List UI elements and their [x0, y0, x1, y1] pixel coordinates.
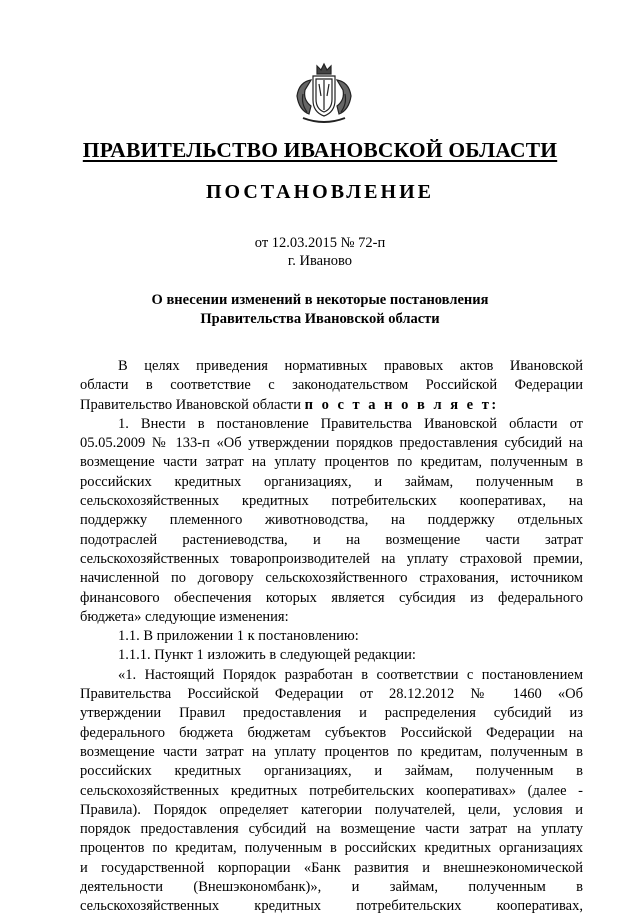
coat-of-arms-icon	[291, 60, 357, 126]
body-line: сельскохозяйственных товаропроизводителей на уплату страховой премии,	[80, 550, 583, 567]
body-line: федерального бюджета бюджетам субъектов Российской Федерации на	[80, 724, 583, 741]
body-line: Правительства Российской Федерации от 28.12.2012 № 1460 «Об	[80, 686, 583, 703]
body-line: «1. Настоящий Порядок разработан в соответствии с постановлением	[118, 666, 583, 683]
resolves-word: п о с т а н о в л я е т:	[304, 396, 499, 413]
body-line: подотраслей растениеводства, и на возмещение части затрат	[80, 531, 583, 548]
body-line: 1.1.1. Пункт 1 изложить в следующей редакции:	[118, 647, 416, 664]
body-line	[80, 396, 583, 415]
body-line: российских кредитных организациях, и займам, полученным в	[80, 473, 583, 490]
document-type: ПОСТАНОВЛЕНИЕ	[206, 181, 434, 203]
body-line: области в соответствие с законодательством Российской Федерации	[80, 377, 583, 394]
body-line: сельскохозяйственных кредитных потребительских кооперативах, на	[80, 493, 583, 510]
body-line: деятельности (Внешэкономбанк)», и займам, полученным в	[80, 879, 583, 896]
body-line: возмещение части затрат на уплату процентов по кредитам, полученным в	[80, 743, 583, 760]
body-line: сельскохозяйственных кредитных потребительских кооперативах» (далее -	[80, 782, 583, 799]
body-line: поддержку племенного животноводства, на поддержку отдельных	[80, 512, 583, 529]
body-line: утверждении Правил предоставления и распределения субсидий из	[80, 705, 583, 722]
document-body	[80, 357, 583, 917]
document-title-line-1: О внесении изменений в некоторые постановления	[151, 292, 489, 308]
body-line: В целях приведения нормативных правовых актов Ивановской	[118, 358, 583, 374]
document-date-number: от 12.03.2015 № 72-п	[254, 235, 386, 251]
document-title-line-2: Правительства Ивановской области	[200, 311, 440, 327]
body-line: возмещение части затрат на уплату процентов по кредитам, полученным в	[80, 454, 583, 471]
body-line: 1. Внести в постановление Правительства Ивановской области от	[118, 415, 583, 432]
body-line: начисленной по договору сельскохозяйственного страхования, источником	[80, 570, 583, 587]
organization-name: ПРАВИТЕЛЬСТВО ИВАНОВСКОЙ ОБЛАСТИ	[82, 138, 558, 162]
body-line: российских кредитных организациях, и займам, полученным в	[80, 763, 583, 780]
body-line: 1.1. В приложении 1 к постановлению:	[118, 628, 359, 645]
body-line: 05.05.2009 № 133-п «Об утверждении порядков предоставления субсидий на	[80, 435, 583, 452]
body-line: Правила). Порядок определяет категории получателей, цели, условия и	[80, 801, 583, 818]
body-line: процентов по кредитам, полученным в российских кредитных организациях	[80, 840, 583, 857]
body-line: сельскохозяйственных кредитных потребительских кооперативах,	[80, 898, 583, 915]
document-city: г. Иваново	[287, 253, 353, 269]
body-line: финансового обеспечения которых является субсидия из федерального	[80, 589, 583, 606]
body-line: порядок предоставления субсидий на возмещение части затрат на уплату	[80, 821, 583, 838]
body-line-text: Правительство Ивановской области	[80, 396, 301, 413]
body-line: бюджета» следующие изменения:	[80, 608, 289, 625]
body-line: и государственной корпорации «Банк развития и внешнеэкономической	[80, 859, 583, 876]
